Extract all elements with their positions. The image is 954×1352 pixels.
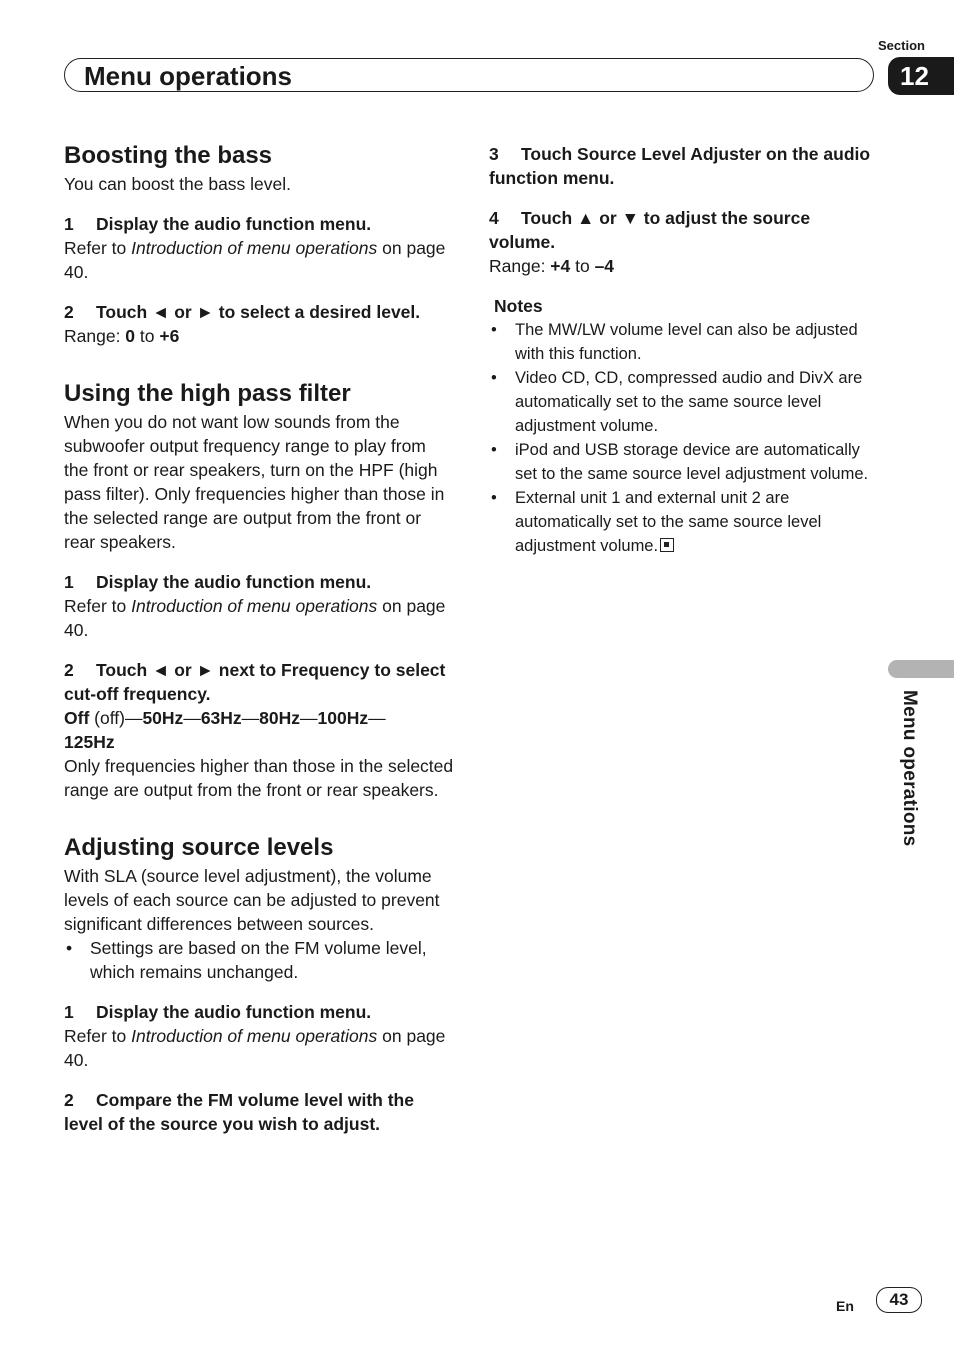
separator: — <box>300 708 318 728</box>
ref-suffix: on page 40. <box>64 1026 446 1070</box>
step-text: Touch ◄ or ► next to Frequency to select cut-off frequency. <box>64 660 446 704</box>
step-text: Compare the FM volume level with the level of the source you wish to adjust. <box>64 1090 414 1134</box>
ref-suffix: on page 40. <box>64 596 446 640</box>
boost-step-1 <box>64 212 454 236</box>
sla-step-4 <box>489 206 879 254</box>
left-column <box>64 140 454 1136</box>
side-section-label: Menu operations <box>899 690 920 847</box>
hpf-frequency-options <box>64 706 454 754</box>
sla-step-2 <box>64 1088 454 1136</box>
page-number: 43 <box>876 1287 922 1313</box>
sla-step-1-ref <box>64 1024 454 1072</box>
separator: — <box>124 708 143 728</box>
separator: — <box>241 708 260 728</box>
note-item: • Video CD, CD, compressed audio and DivX are automatically set to the same source level adjustment volume. <box>489 366 879 438</box>
boost-step-2 <box>64 300 454 324</box>
ref-suffix: on page 40. <box>64 238 446 282</box>
range-min: –4 <box>594 256 615 276</box>
option-100hz: 100Hz <box>317 708 369 728</box>
sla-step-3 <box>489 142 879 190</box>
range-to: to <box>135 326 160 346</box>
separator: — <box>368 708 386 728</box>
step-number: 1 <box>64 572 74 592</box>
ref-prefix: Refer to <box>64 1026 132 1046</box>
note-item: • The MW/LW volume level can also be adjusted with this function. <box>489 318 879 366</box>
range-label: Range: <box>64 326 126 346</box>
ref-prefix: Refer to <box>64 238 132 258</box>
hpf-note: Only frequencies higher than those in the selected range are output from the front or rear speakers. <box>64 756 454 800</box>
page-title: Menu operations <box>84 61 293 91</box>
option-off: Off <box>64 708 90 728</box>
step-number: 4 <box>489 208 499 228</box>
note-item: • iPod and USB storage device are automatically set to the same source level adjustment volume. <box>489 438 879 486</box>
end-of-section-icon <box>660 538 674 552</box>
range-to: to <box>570 256 595 276</box>
range-label: Range: <box>489 256 551 276</box>
hpf-step-1 <box>64 570 454 594</box>
range-max: +4 <box>550 256 571 276</box>
step-text: Display the audio function menu. <box>96 214 372 234</box>
footer-language: En <box>836 1298 854 1314</box>
option-80hz: 80Hz <box>259 708 301 728</box>
option-50hz: 50Hz <box>142 708 184 728</box>
note-text: External unit 1 and external unit 2 are automatically set to the same source level adjustment volume. <box>515 489 822 555</box>
step-number: 2 <box>64 660 74 680</box>
right-column <box>489 142 879 558</box>
section-label: Section <box>878 38 925 53</box>
boost-step-1-ref <box>64 236 454 284</box>
step-text: Touch Source Level Adjuster on the audio function menu. <box>489 144 871 188</box>
step-number: 2 <box>64 302 74 322</box>
step-text: Touch ▲ or ▼ to adjust the source volume. <box>489 208 811 252</box>
side-tab-marker <box>888 660 954 678</box>
step-number: 1 <box>64 214 74 234</box>
hpf-step-1-ref <box>64 594 454 642</box>
ref-prefix: Refer to <box>64 596 132 616</box>
ref-link: Introduction of menu operations <box>131 596 378 616</box>
notes-title: Notes <box>494 296 543 316</box>
hpf-intro: When you do not want low sounds from the subwoofer output frequency range to play from the front or rear speakers, turn on the HPF (high pass filter). Only frequencies higher than those in the selected range are output from the front or rear speakers. <box>64 412 445 552</box>
note-item <box>489 486 879 558</box>
sla-bullets <box>64 936 454 984</box>
step-text: Display the audio function menu. <box>96 572 372 592</box>
boost-heading: Boosting the bass <box>64 142 273 169</box>
option-off-note: (off) <box>89 708 125 728</box>
boost-intro: You can boost the bass level. <box>64 174 292 194</box>
step-text: Display the audio function menu. <box>96 1002 372 1022</box>
step-text: Touch ◄ or ► to select a desired level. <box>96 302 421 322</box>
step-number: 3 <box>489 144 499 164</box>
ref-link: Introduction of menu operations <box>131 1026 378 1046</box>
separator: — <box>183 708 201 728</box>
step-number: 1 <box>64 1002 74 1022</box>
sla-bullet: • Settings are based on the FM volume level, which remains unchanged. <box>64 936 454 984</box>
boost-range <box>64 324 454 348</box>
hpf-heading: Using the high pass filter <box>64 380 351 407</box>
sla-intro: With SLA (source level adjustment), the volume levels of each source can be adjusted to prevent significant differences between sources. <box>64 866 440 934</box>
sla-heading: Adjusting source levels <box>64 834 334 861</box>
range-min: 0 <box>125 326 136 346</box>
ref-link: Introduction of menu operations <box>131 238 378 258</box>
step-number: 2 <box>64 1090 74 1110</box>
option-125hz: 125Hz <box>64 732 115 752</box>
hpf-step-2 <box>64 658 454 706</box>
option-63hz: 63Hz <box>200 708 242 728</box>
section-number-tab: 12 <box>888 57 954 95</box>
notes-list <box>489 318 879 558</box>
range-max: +6 <box>159 326 180 346</box>
sla-range <box>489 254 879 278</box>
sla-step-1 <box>64 1000 454 1024</box>
